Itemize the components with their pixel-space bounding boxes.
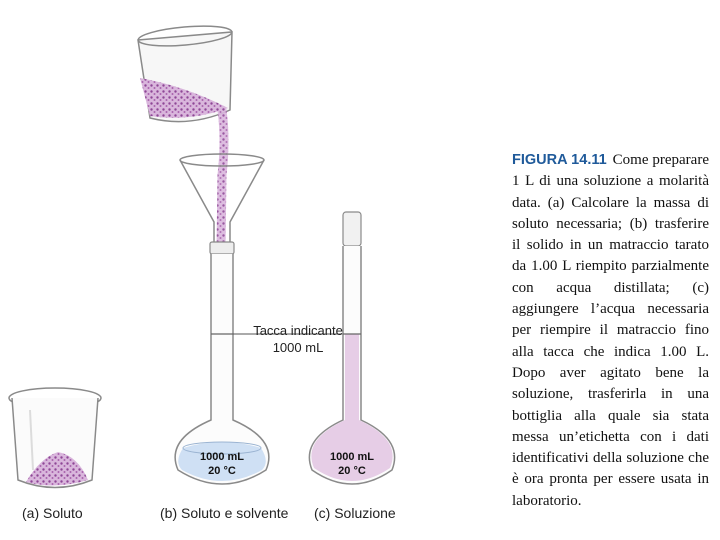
label-soluto-solvente: (b) Soluto e solvente [160, 505, 289, 521]
figure-caption [512, 150, 709, 512]
pouring-beaker [137, 23, 232, 122]
label-soluzione: (c) Soluzione [314, 505, 396, 521]
label-soluto: (a) Soluto [22, 505, 83, 521]
mark-annotation [248, 322, 348, 356]
flask-b-temperature: 20 °C [208, 465, 236, 477]
flask-c-temperature: 20 °C [338, 465, 366, 477]
mark-annotation-line2: 1000 mL [272, 340, 324, 355]
flask-c-volume: 1000 mL [329, 451, 375, 463]
caption-text: Come preparare 1 L di una soluzione a molarità data. (a) Calcolare la massa di soluto necessaria; (b) trasferire il solido in un matraccio tarato da 1.00 L riempito parzialmente con acqua distillata; (c) aggiungere l’acqua necessaria per riempire il matraccio fino alla tacca che indica 1.00 L. Dopo aver agitato bene la soluzione, trasferirla in una bottiglia alla quale sia stata messa un’etichetta con i dati identificativi della soluzione che è ora pronta per essere usata in laboratorio. [512, 152, 709, 509]
figure-number: FIGURA 14.11 [512, 152, 607, 168]
flask-b-volume: 1000 mL [199, 451, 245, 463]
beaker-solute [9, 388, 101, 488]
mark-annotation-line1: Tacca indicante [253, 323, 343, 338]
